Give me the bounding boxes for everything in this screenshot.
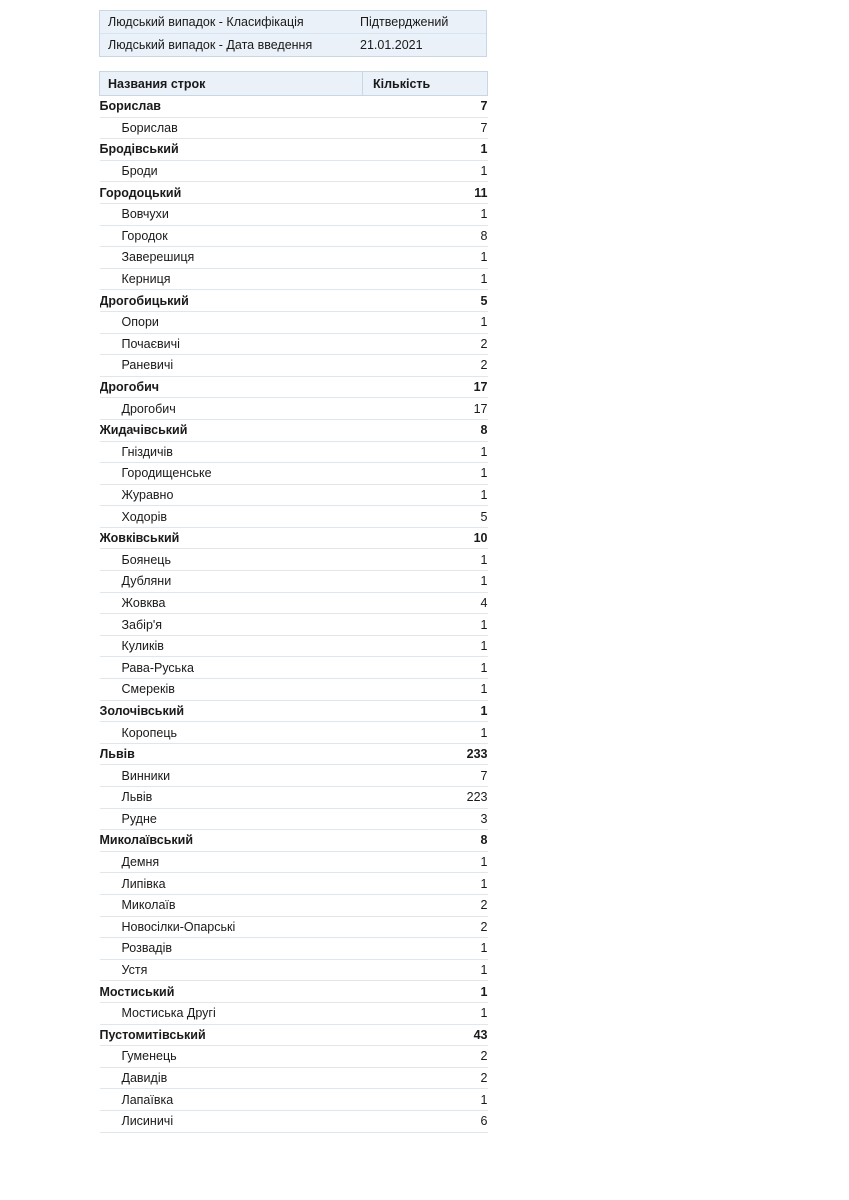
row-item-label: Забір'я <box>100 614 363 636</box>
row-item-label: Керниця <box>100 268 363 290</box>
table-row[interactable] <box>100 743 488 765</box>
row-item-label: Новосілки-Опарські <box>100 916 363 938</box>
table-row[interactable] <box>100 117 488 139</box>
row-item-label: Давидів <box>100 1067 363 1089</box>
table-row[interactable] <box>100 765 488 787</box>
row-group-label: Пустомитівський <box>100 1024 363 1046</box>
row-count-value: 17 <box>363 376 488 398</box>
row-item-label: Рудне <box>100 808 363 830</box>
filter-row-entry-date[interactable] <box>100 33 486 56</box>
row-item-label: Раневичі <box>100 355 363 377</box>
row-count-value: 2 <box>363 894 488 916</box>
row-item-label: Городищенське <box>100 463 363 485</box>
table-row[interactable] <box>100 139 488 161</box>
row-count-value: 1 <box>363 139 488 161</box>
table-row[interactable] <box>100 959 488 981</box>
table-row[interactable] <box>100 873 488 895</box>
row-count-value: 10 <box>363 527 488 549</box>
row-item-label: Розвадів <box>100 938 363 960</box>
table-row[interactable] <box>100 657 488 679</box>
table-row[interactable] <box>100 268 488 290</box>
row-group-label: Городоцький <box>100 182 363 204</box>
row-group-label: Дрогобицький <box>100 290 363 312</box>
row-item-label: Жовква <box>100 592 363 614</box>
row-count-value: 1 <box>363 959 488 981</box>
row-item-label: Смереків <box>100 679 363 701</box>
table-row[interactable] <box>100 830 488 852</box>
table-row[interactable] <box>100 1089 488 1111</box>
row-count-value: 7 <box>363 96 488 118</box>
table-row[interactable] <box>100 851 488 873</box>
table-row[interactable] <box>100 1046 488 1068</box>
table-row[interactable] <box>100 506 488 528</box>
row-count-value: 1 <box>363 268 488 290</box>
row-count-value: 1 <box>363 981 488 1003</box>
row-count-value: 5 <box>363 506 488 528</box>
table-row[interactable] <box>100 938 488 960</box>
table-row[interactable] <box>100 96 488 118</box>
row-count-value: 3 <box>363 808 488 830</box>
table-row[interactable] <box>100 247 488 269</box>
table-row[interactable] <box>100 614 488 636</box>
row-item-label: Миколаїв <box>100 894 363 916</box>
row-item-label: Дрогобич <box>100 398 363 420</box>
row-count-value: 5 <box>363 290 488 312</box>
filter-label-entry-date: Людський випадок - Дата введення <box>108 38 313 52</box>
row-item-label: Журавно <box>100 484 363 506</box>
row-count-value: 1 <box>363 463 488 485</box>
row-count-value: 1 <box>363 203 488 225</box>
row-group-label: Дрогобич <box>100 376 363 398</box>
row-count-value: 7 <box>363 117 488 139</box>
row-item-label: Винники <box>100 765 363 787</box>
row-item-label: Борислав <box>100 117 363 139</box>
table-row[interactable] <box>100 981 488 1003</box>
row-item-label: Лисиничі <box>100 1110 363 1132</box>
row-count-value: 1 <box>363 311 488 333</box>
table-row[interactable] <box>100 894 488 916</box>
table-row[interactable] <box>100 463 488 485</box>
row-group-label: Борислав <box>100 96 363 118</box>
row-item-label: Рава-Руська <box>100 657 363 679</box>
filter-panel <box>99 10 487 57</box>
row-item-label: Гніздичів <box>100 441 363 463</box>
table-row[interactable] <box>100 787 488 809</box>
row-count-value: 8 <box>363 225 488 247</box>
column-header-rows[interactable]: Названия строк <box>100 72 363 96</box>
row-group-label: Жидачівський <box>100 419 363 441</box>
row-group-label: Львів <box>100 743 363 765</box>
pivot-table <box>99 71 488 1133</box>
row-group-label: Миколаївський <box>100 830 363 852</box>
table-row[interactable] <box>100 311 488 333</box>
table-row[interactable] <box>100 160 488 182</box>
table-row[interactable] <box>100 398 488 420</box>
row-count-value: 223 <box>363 787 488 809</box>
row-count-value: 2 <box>363 1067 488 1089</box>
row-count-value: 8 <box>363 419 488 441</box>
table-row[interactable] <box>100 376 488 398</box>
table-row[interactable] <box>100 679 488 701</box>
table-row[interactable] <box>100 333 488 355</box>
row-group-label: Жовківський <box>100 527 363 549</box>
row-item-label: Дубляни <box>100 571 363 593</box>
row-count-value: 1 <box>363 484 488 506</box>
table-row[interactable] <box>100 549 488 571</box>
row-count-value: 43 <box>363 1024 488 1046</box>
row-count-value: 1 <box>363 571 488 593</box>
row-count-value: 4 <box>363 592 488 614</box>
row-count-value: 1 <box>363 549 488 571</box>
table-row[interactable] <box>100 1067 488 1089</box>
row-group-label: Золочівський <box>100 700 363 722</box>
row-count-value: 1 <box>363 441 488 463</box>
row-item-label: Броди <box>100 160 363 182</box>
row-count-value: 2 <box>363 355 488 377</box>
row-count-value: 1 <box>363 938 488 960</box>
row-count-value: 1 <box>363 722 488 744</box>
row-item-label: Ходорів <box>100 506 363 528</box>
filter-value-entry-date: 21.01.2021 <box>360 38 423 52</box>
row-item-label: Вовчухи <box>100 203 363 225</box>
table-row[interactable] <box>100 571 488 593</box>
row-count-value: 1 <box>363 614 488 636</box>
row-count-value: 7 <box>363 765 488 787</box>
pivot-table-sheet <box>99 10 489 1133</box>
table-row[interactable] <box>100 808 488 830</box>
table-row[interactable] <box>100 1024 488 1046</box>
row-count-value: 8 <box>363 830 488 852</box>
row-count-value: 1 <box>363 635 488 657</box>
row-item-label: Мостиська Другі <box>100 1002 363 1024</box>
row-item-label: Липівка <box>100 873 363 895</box>
table-header-row <box>100 72 488 96</box>
row-count-value: 1 <box>363 679 488 701</box>
row-item-label: Куликів <box>100 635 363 657</box>
table-row[interactable] <box>100 355 488 377</box>
table-row[interactable] <box>100 1002 488 1024</box>
row-item-label: Коропець <box>100 722 363 744</box>
table-row[interactable] <box>100 203 488 225</box>
table-body <box>100 96 488 1133</box>
row-group-label: Бродівський <box>100 139 363 161</box>
table-row[interactable] <box>100 419 488 441</box>
row-count-value: 1 <box>363 1089 488 1111</box>
row-count-value: 11 <box>363 182 488 204</box>
table-row[interactable] <box>100 722 488 744</box>
filter-label-classification: Людський випадок - Класифікація <box>108 15 304 29</box>
table-row[interactable] <box>100 700 488 722</box>
row-item-label: Гуменець <box>100 1046 363 1068</box>
row-item-label: Почаєвичі <box>100 333 363 355</box>
row-count-value: 1 <box>363 700 488 722</box>
table-row[interactable] <box>100 527 488 549</box>
table-row[interactable] <box>100 441 488 463</box>
table-row[interactable] <box>100 290 488 312</box>
table-row[interactable] <box>100 916 488 938</box>
row-item-label: Боянець <box>100 549 363 571</box>
table-row[interactable] <box>100 182 488 204</box>
table-row[interactable] <box>100 592 488 614</box>
row-count-value: 1 <box>363 851 488 873</box>
row-item-label: Устя <box>100 959 363 981</box>
row-item-label: Городок <box>100 225 363 247</box>
row-count-value: 1 <box>363 657 488 679</box>
row-item-label: Демня <box>100 851 363 873</box>
filter-row-classification[interactable] <box>100 11 486 33</box>
row-item-label: Заверешиця <box>100 247 363 269</box>
table-row[interactable] <box>100 635 488 657</box>
row-count-value: 233 <box>363 743 488 765</box>
row-count-value: 1 <box>363 247 488 269</box>
column-header-count[interactable]: Кількість <box>363 72 488 96</box>
row-count-value: 2 <box>363 333 488 355</box>
table-row[interactable] <box>100 225 488 247</box>
filter-value-classification: Підтверджений <box>360 15 449 29</box>
row-count-value: 17 <box>363 398 488 420</box>
row-count-value: 1 <box>363 1002 488 1024</box>
row-count-value: 1 <box>363 873 488 895</box>
row-count-value: 6 <box>363 1110 488 1132</box>
table-row[interactable] <box>100 1110 488 1132</box>
row-item-label: Лапаївка <box>100 1089 363 1111</box>
table-row[interactable] <box>100 484 488 506</box>
row-count-value: 2 <box>363 916 488 938</box>
row-group-label: Мостиський <box>100 981 363 1003</box>
row-item-label: Опори <box>100 311 363 333</box>
row-item-label: Львів <box>100 787 363 809</box>
row-count-value: 1 <box>363 160 488 182</box>
row-count-value: 2 <box>363 1046 488 1068</box>
